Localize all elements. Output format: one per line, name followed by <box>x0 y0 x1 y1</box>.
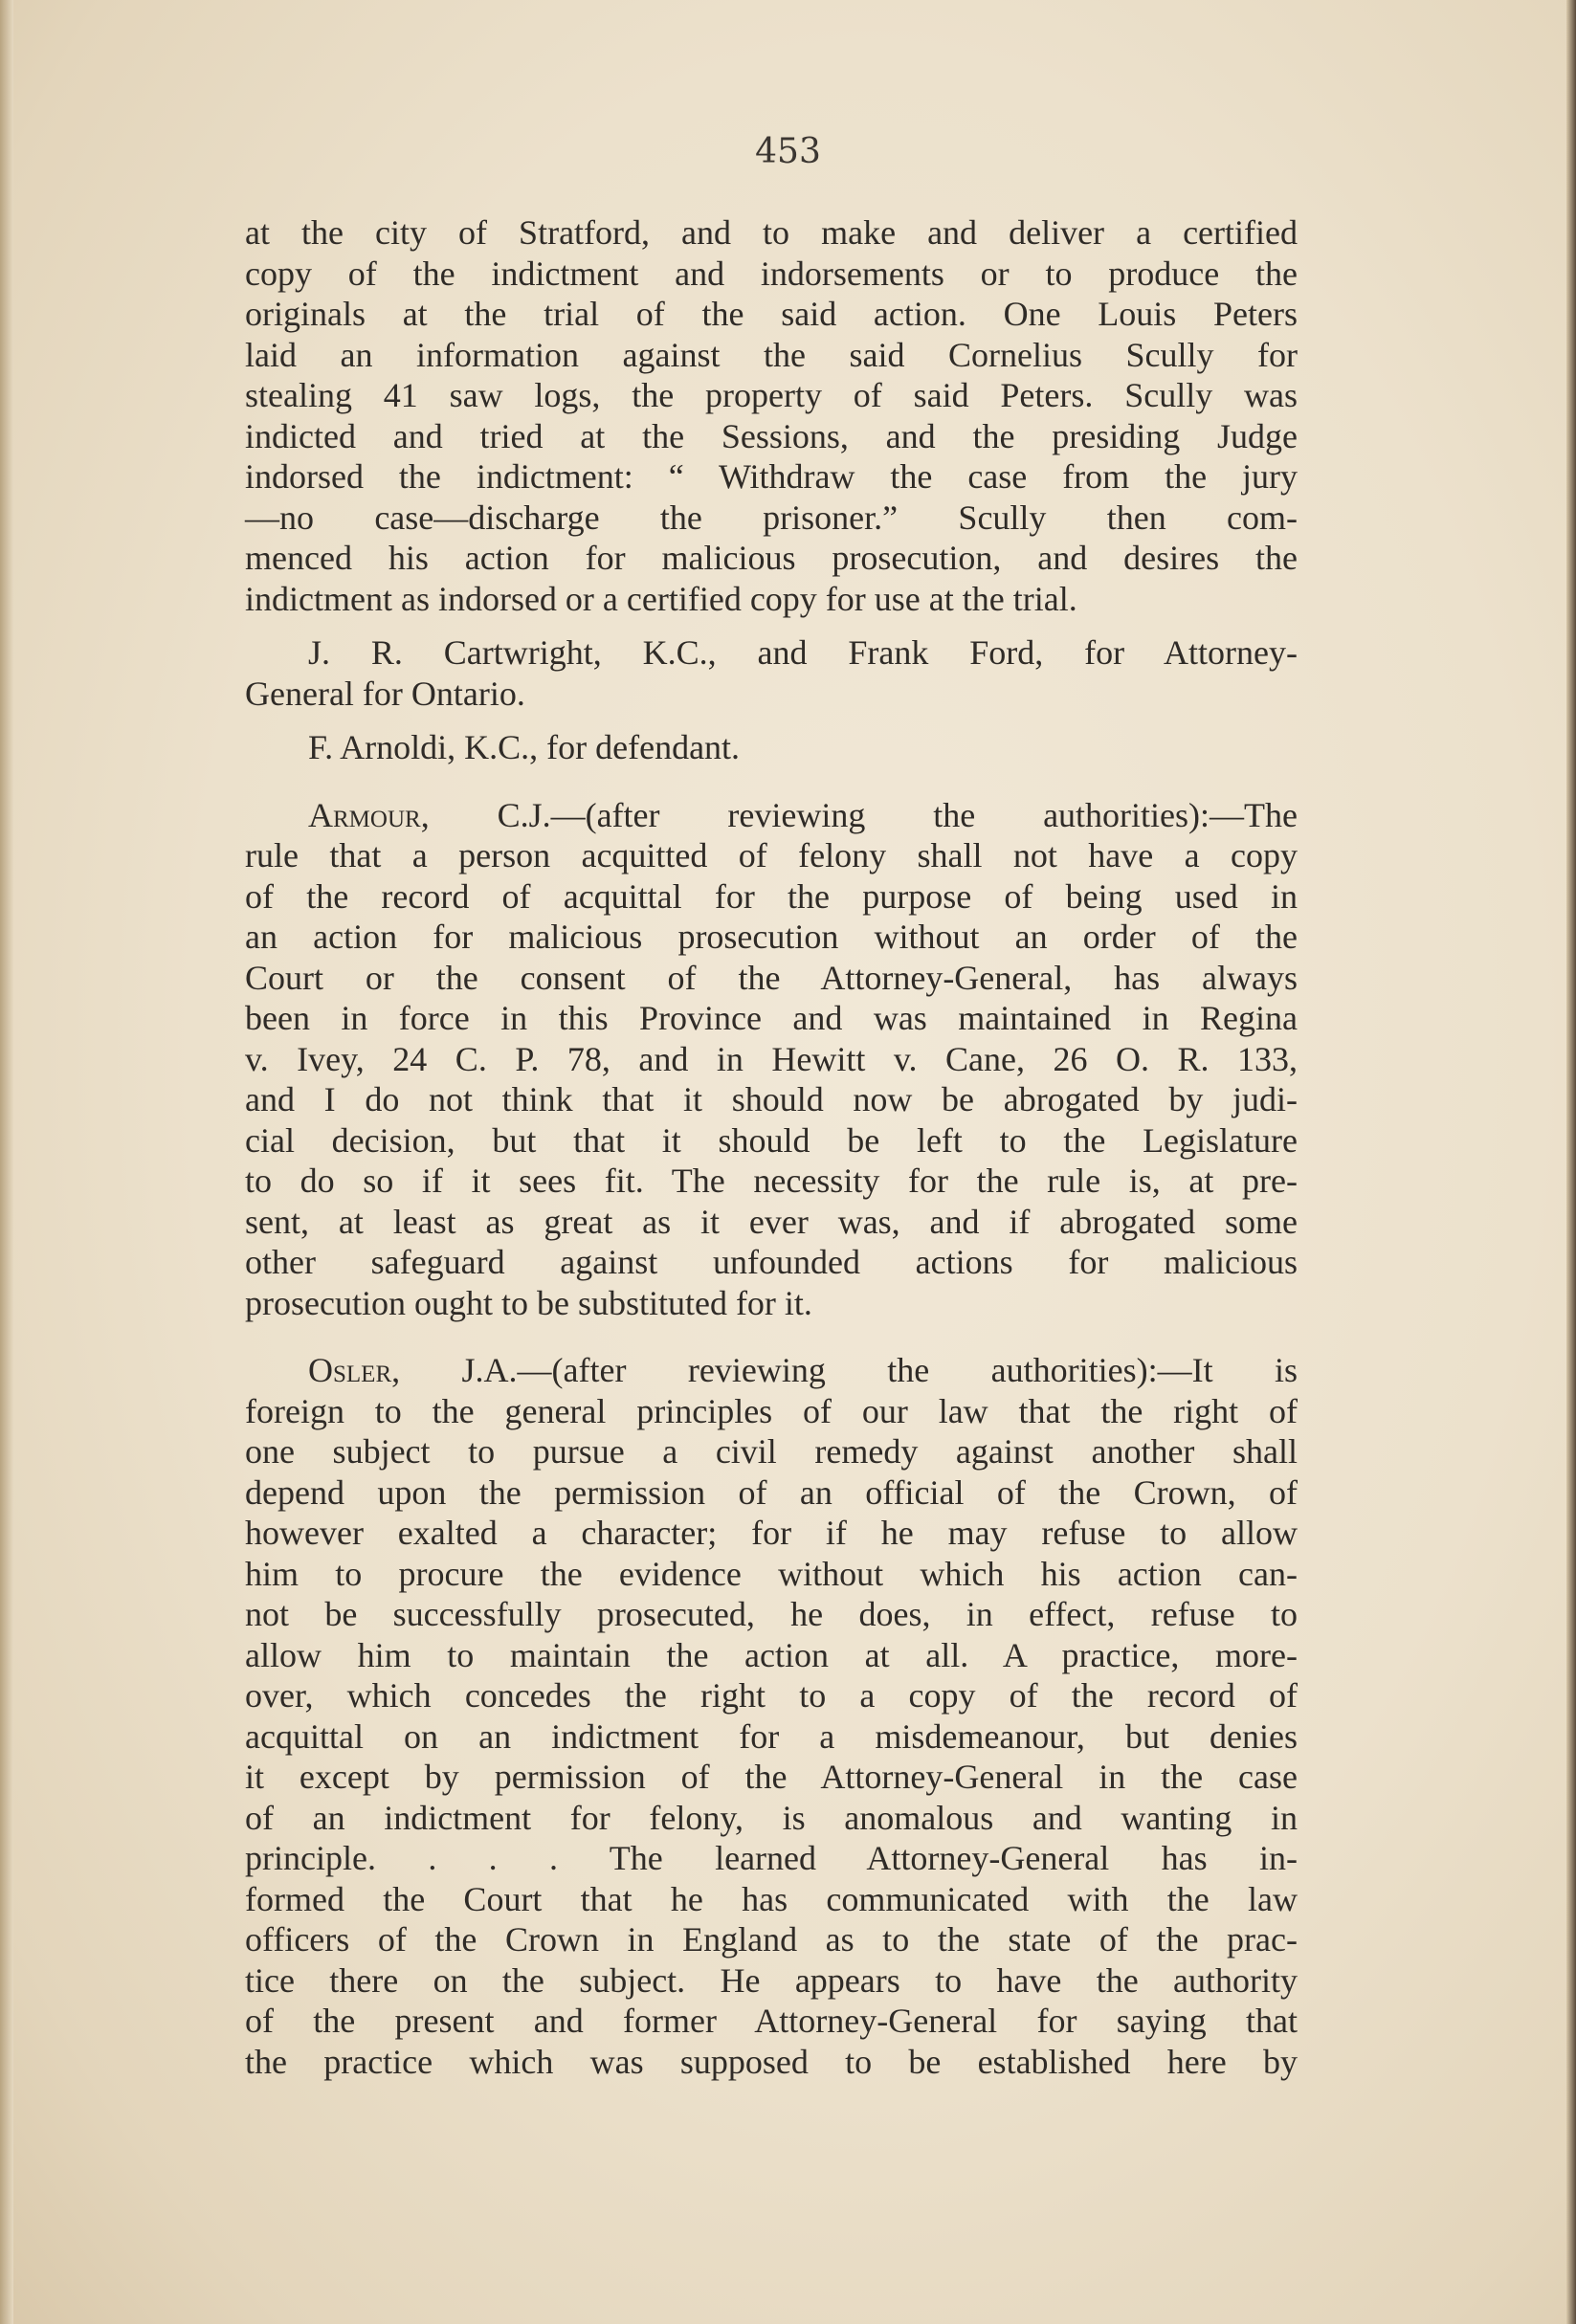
text-line: to do so if it sees fit. The necessity for the rule is, at pre- <box>245 1162 1298 1200</box>
text-line: sent, at least as great as it ever was, and if abrogated some <box>245 1202 1298 1241</box>
text-line: indicted and tried at the Sessions, and the presiding Judge <box>245 416 1298 455</box>
text-line: however exalted a character; for if he may refuse to allow <box>245 1514 1298 1552</box>
text-line: him to procure the evidence without which his action can- <box>245 1554 1298 1593</box>
text-line: General for Ontario. <box>245 674 525 713</box>
opinion-armour <box>245 795 1298 1324</box>
text-line: officers of the Crown in England as to the state of the prac- <box>245 1920 1298 1959</box>
text-line: F. Arnoldi, K.C., for defendant. <box>308 728 741 766</box>
opinion-intro: , J.A.—(after reviewing the authorities):—It is <box>391 1351 1298 1389</box>
text-line: foreign to the general principles of our law that the right of <box>245 1391 1298 1430</box>
text-line: indorsed the indictment: “ Withdraw the case from the jury <box>245 457 1298 496</box>
text-line: originals at the trial of the said action. One Louis Peters <box>245 295 1298 333</box>
page-outer-edge <box>1566 0 1576 2324</box>
judge-name: Armour <box>308 795 421 834</box>
paragraph-case-facts <box>245 212 1298 619</box>
text-line: been in force in this Province and was maintained in Regina <box>245 999 1298 1037</box>
opinion-osler <box>245 1350 1298 2082</box>
opinion-intro: , C.J.—(after reviewing the authorities):—The <box>420 795 1298 834</box>
paragraph-spacer <box>245 1323 1298 1350</box>
text-line: —no case—discharge the prisoner.” Scully then com- <box>245 498 1298 537</box>
text-line <box>245 1350 1298 1391</box>
paragraph-spacer <box>245 768 1298 795</box>
counsel-defendant <box>245 727 1298 768</box>
page-number: 453 <box>755 132 821 171</box>
text-line: of an indictment for felony, is anomalous and wanting in <box>245 1798 1298 1837</box>
text-line: an action for malicious prosecution without an order of the <box>245 918 1298 956</box>
text-line: copy of the indictment and indorsements or to produce the <box>245 254 1298 293</box>
text-line: over, which concedes the right to a copy of the record of <box>245 1676 1298 1715</box>
text-line: Court or the consent of the Attorney-General, has always <box>245 958 1298 997</box>
text-line: of the present and former Attorney-General for saying that <box>245 2002 1298 2040</box>
text-line: one subject to pursue a civil remedy against another shall <box>245 1432 1298 1471</box>
text-line: of the record of acquittal for the purpose of being used in <box>245 876 1298 916</box>
text-line: formed the Court that he has communicated with the law <box>245 1879 1298 1918</box>
text-line: menced his action for malicious prosecution, and desires the <box>245 539 1298 577</box>
text-line <box>245 795 1298 836</box>
text-line: it except by permission of the Attorney-General in the case <box>245 1758 1298 1796</box>
text-line: allow him to maintain the action at all. A practice, more- <box>245 1635 1298 1674</box>
text-line: principle. . . . The learned Attorney-General has in- <box>245 1839 1298 1877</box>
judge-name: Osler <box>308 1351 392 1389</box>
paragraph-spacer <box>245 619 1298 632</box>
text-line: cial decision, but that it should be left to the Legislature <box>245 1120 1298 1160</box>
text-line: tice there on the subject. He appears to have the authority <box>245 1960 1298 2000</box>
text-line: laid an information against the said Cornelius Scully for <box>245 335 1298 374</box>
text-line: prosecution ought to be substituted for it. <box>245 1283 812 1322</box>
page-binding-edge <box>0 0 13 2324</box>
text-line: J. R. Cartwright, K.C., and Frank Ford, for Attorney- <box>308 633 1298 672</box>
text-line: depend upon the permission of an official of the Crown, of <box>245 1472 1298 1512</box>
paragraph-spacer <box>245 714 1298 727</box>
text-line: and I do not think that it should now be abrogated by judi- <box>245 1080 1298 1118</box>
text-line: v. Ivey, 24 C. P. 78, and in Hewitt v. Cane, 26 O. R. 133, <box>245 1039 1298 1078</box>
text-line: at the city of Stratford, and to make and deliver a certified <box>245 213 1298 252</box>
body-text <box>245 212 1298 2082</box>
text-line: not be successfully prosecuted, he does, in effect, refuse to <box>245 1595 1298 1633</box>
text-line: rule that a person acquitted of felony shall not have a copy <box>245 836 1298 874</box>
text-line: acquittal on an indictment for a misdemeanour, but denies <box>245 1716 1298 1756</box>
text-line: stealing 41 saw logs, the property of said Peters. Scully was <box>245 376 1298 414</box>
text-line: other safeguard against unfounded actions for malicious <box>245 1243 1298 1281</box>
text-line: the practice which was supposed to be established here by <box>245 2042 1298 2081</box>
text-line: indictment as indorsed or a certified copy for use at the trial. <box>245 579 1077 618</box>
counsel-attorney-general <box>245 632 1298 714</box>
